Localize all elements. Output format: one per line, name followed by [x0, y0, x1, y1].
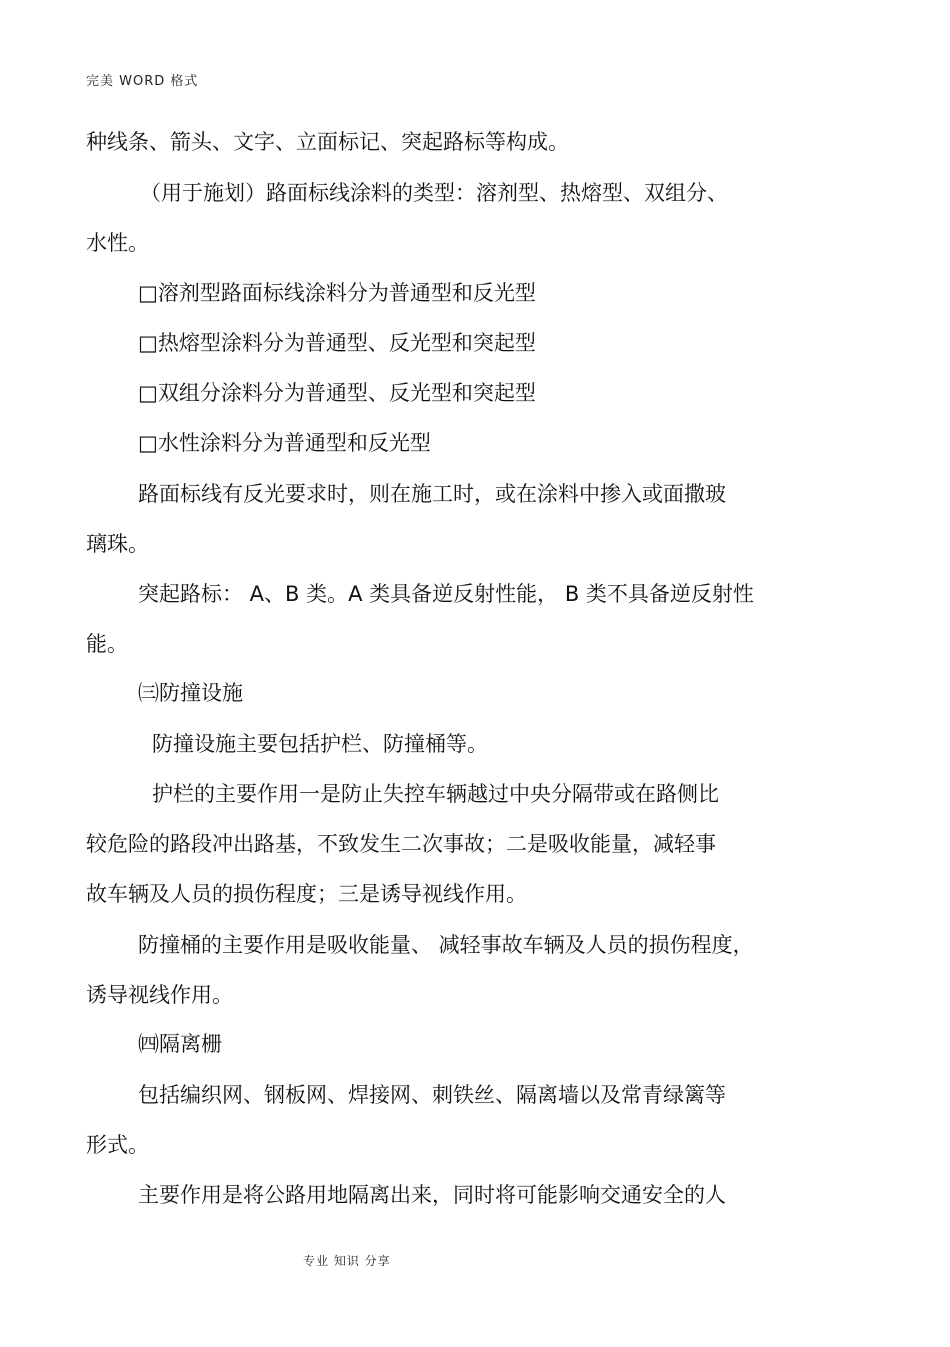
paragraph-line: 防撞设施主要包括护栏、防撞桶等。: [152, 732, 488, 756]
paragraph-line: 水性。: [86, 231, 149, 255]
paragraph-line: 种线条、箭头、文字、立面标记、突起路标等构成。: [86, 130, 569, 154]
bullet-item: □溶剂型路面标线涂料分为普通型和反光型: [138, 281, 536, 305]
bullet-item: □双组分涂料分为普通型、反光型和突起型: [138, 381, 536, 405]
paragraph-line: 璃珠。: [86, 532, 149, 556]
paragraph-line: 能。: [86, 632, 128, 656]
paragraph-line: 形式。: [86, 1133, 149, 1157]
page-footer: 专业 知识 分享: [303, 1254, 391, 1268]
section-heading: ㈣隔离栅: [138, 1032, 222, 1056]
paragraph-line: 护栏的主要作用一是防止失控车辆越过中央分隔带或在路侧比: [152, 782, 719, 806]
page-header: 完美 WORD 格式: [86, 74, 199, 89]
paragraph-line: 故车辆及人员的损伤程度；三是诱导视线作用。: [86, 882, 527, 906]
paragraph-line: 主要作用是将公路用地隔离出来，同时将可能影响交通安全的人: [138, 1183, 726, 1207]
paragraph-line: 路面标线有反光要求时，则在施工时，或在涂料中掺入或面撒玻: [138, 482, 726, 506]
paragraph-line: （用于施划）路面标线涂料的类型：溶剂型、热熔型、双组分、: [140, 181, 728, 205]
paragraph-line: 突起路标： A、B 类。A 类具备逆反射性能， B 类不具备逆反射性: [138, 582, 754, 606]
bullet-item: □热熔型涂料分为普通型、反光型和突起型: [138, 331, 536, 355]
paragraph-line: 较危险的路段冲出路基，不致发生二次事故；二是吸收能量，减轻事: [86, 832, 716, 856]
paragraph-line: 防撞桶的主要作用是吸收能量、 减轻事故车辆及人员的损伤程度，: [138, 933, 754, 957]
paragraph-line: 诱导视线作用。: [86, 983, 233, 1007]
section-heading: ㈢防撞设施: [138, 681, 243, 705]
bullet-item: □水性涂料分为普通型和反光型: [138, 431, 431, 455]
paragraph-line: 包括编织网、钢板网、焊接网、刺铁丝、隔离墙以及常青绿篱等: [138, 1083, 726, 1107]
